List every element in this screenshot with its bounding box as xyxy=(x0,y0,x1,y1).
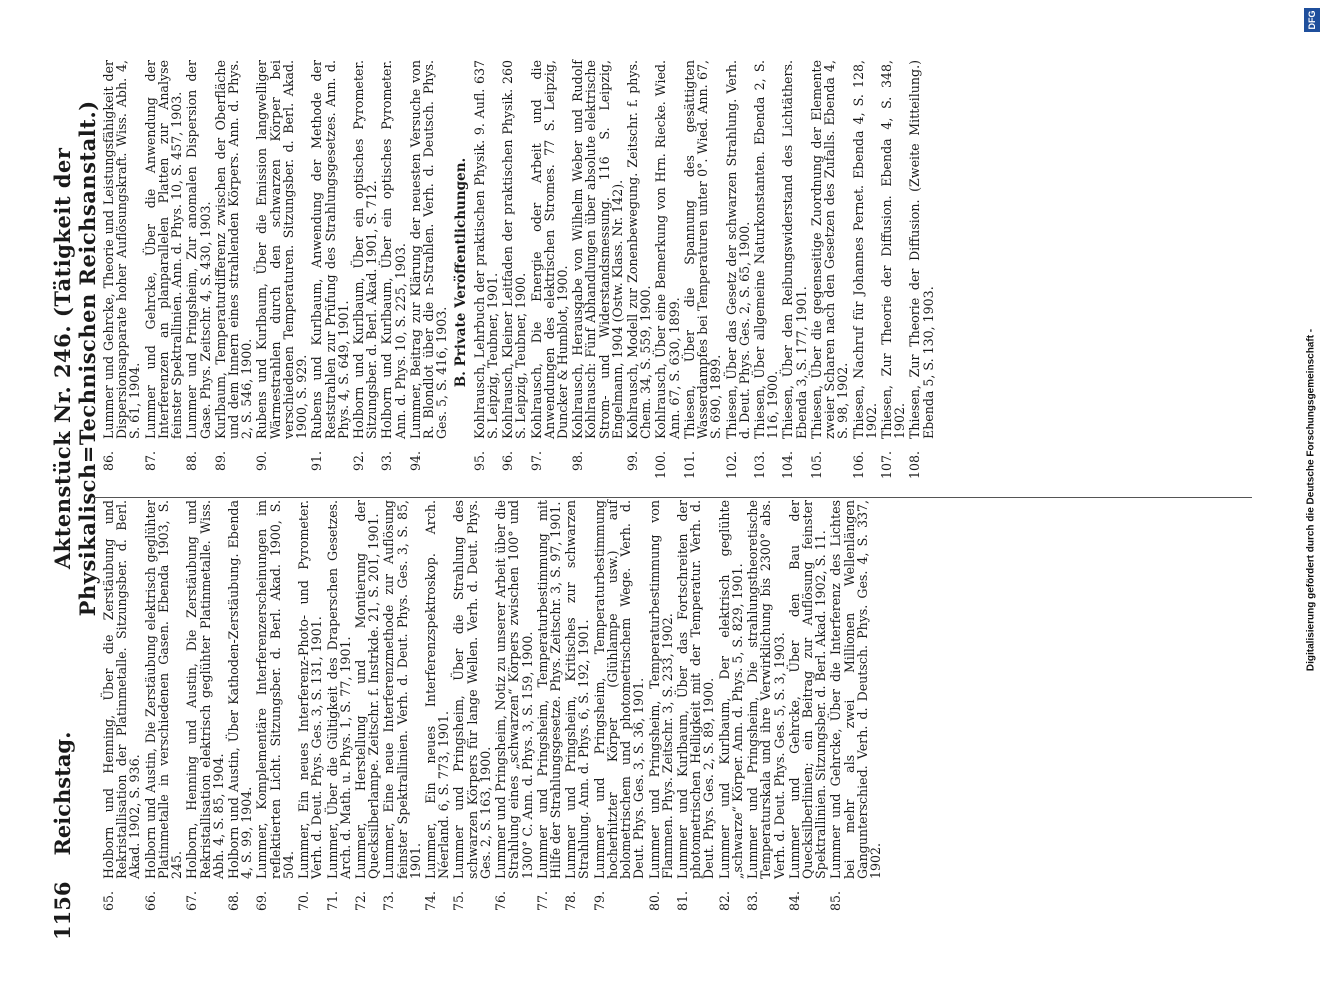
entry-text: Lummer und Gehrcke, Über den Bau der Quecksilberlinien; ein Beitrag zur Auflösung feinster Spektrallinien. Sitzungsber. d. Berl. Akad. 1902, S. 11. xyxy=(786,500,829,879)
entry-number: 72. xyxy=(352,891,368,912)
entry-text: Thiesen, Über die Spannung des gesättigten Wasserdampfes bei Temperaturen unter 0°. Wied. Ann. 67, S. 690, 1899. xyxy=(681,60,724,439)
entry-number: 92. xyxy=(350,451,366,472)
entry-number: 90. xyxy=(254,451,270,472)
entry-text: Lummer und Gehrcke, Theorie und Leistungsfähigkeit der Dispersionsapparate hoher Auflösungskraft. Wiss. Abh. 4, S. 61, 1904. xyxy=(101,60,143,439)
page-number: 1156 xyxy=(50,881,75,940)
page-header xyxy=(50,60,100,940)
entry-text: Lummer und Kurlbaum, Über das Fortschreiten der photometrischen Helligkeit mit der Temperatur. Verh. d. Deut. Phys. Ges. 2, S. 89, 1900. xyxy=(674,500,717,879)
reference-entry xyxy=(536,500,562,925)
reference-entry xyxy=(501,60,527,485)
entry-text: Thiesen, Nachruf für Johannes Pernet. Ebenda 4, S. 128, 1902. xyxy=(850,60,879,439)
entry-text: Lummer und Pringsheim, Temperaturbestimmung hocherhitzter Körper (Glühlampe usw.) auf bolometrischem und photometrischem Wege. Verh. d. Deut. Phys. Ges. 3, S. 36, 1901. xyxy=(591,500,647,879)
left-column xyxy=(102,500,1272,925)
entry-number: 105. xyxy=(808,451,824,480)
reference-entry xyxy=(255,60,308,485)
reference-entry xyxy=(746,500,786,925)
reference-entry xyxy=(380,60,406,485)
entry-text: Rubens und Kurlbaum, Anwendung der Methode der Reststrahlen zur Prüfung des Strahlungsgesetzes. Ann. d. Phys. 4, S. 649, 1901. xyxy=(309,60,351,439)
entry-number: 76. xyxy=(493,891,509,912)
entry-number: 88. xyxy=(184,451,200,472)
reference-entry xyxy=(354,500,380,925)
section-heading: B. Private Veröffentlichungen. xyxy=(453,157,470,388)
entry-number: 104. xyxy=(780,451,796,480)
entry-number: 75. xyxy=(451,891,467,912)
entry-text: Holborn und Austin, Über Kathoden-Zerstäubung. Ebenda 4, S. 99, 1904. xyxy=(225,500,255,879)
entry-text: Holborn und Kurlbaum, Über ein optisches Pyrometer. Ann. d. Phys. 10, S. 225, 1903. xyxy=(379,60,408,439)
entry-number: 94. xyxy=(407,451,423,472)
entry-text: Thiesen, Über den Reibungswiderstand des Lichtäthers. Ebenda 3, S. 177, 1901. xyxy=(780,60,809,439)
reference-entry xyxy=(185,500,225,925)
reference-entry xyxy=(880,60,906,485)
entry-number: 74. xyxy=(423,891,439,912)
entry-text: Thiesen, Über die gegenseitige Zuordnung der Elemente zweier Scharen nach den Gesetzen des Zufalls. Ebenda 4, S. 98, 1902. xyxy=(808,60,851,439)
entry-number: 81. xyxy=(674,891,690,912)
entry-text: Lummer, Über die Gültigkeit des Draperschen Gesetzes. Arch. d. Math. u. Phys. 1, S. 77, 1901. xyxy=(324,500,353,879)
entry-number: 99. xyxy=(625,451,641,472)
entry-number: 80. xyxy=(646,891,662,912)
entry-number: 97. xyxy=(528,451,544,472)
entry-text: Kohlrausch, Über eine Bemerkung von Hrn. Riecke. Wied. Ann. 67, S. 630, 1899. xyxy=(653,60,682,439)
reference-entry xyxy=(452,500,492,925)
entry-number: 101. xyxy=(681,451,697,480)
reference-entry xyxy=(424,500,450,925)
entry-text: Lummer, Komplementäre Interferenzerscheinungen im reflektierten Licht. Sitzungsber. d. Berl. Akad. 1900, S. 504. xyxy=(254,500,296,879)
reference-entry xyxy=(214,60,254,485)
reference-entry xyxy=(255,500,295,925)
entry-text: Holborn und Kurlbaum, Über ein optisches Pyrometer. Sitzungsber. d. Berl. Akad. 1901, S. 712. xyxy=(350,60,380,439)
reference-entry xyxy=(326,500,352,925)
entry-number: 78. xyxy=(563,891,579,912)
reference-entry xyxy=(144,60,184,485)
reference-entry xyxy=(185,60,211,485)
entry-text: Lummer und Pringsheim, Notiz zu unserer Arbeit über die Strahlung eines „schwarzen“ Körpers zwischen 100° und 1300° C. Ann. d. Phys. 3, S. 159, 1900. xyxy=(493,500,535,879)
entry-text: Lummer und Gehrcke, Über die Anwendung der Interferenzen an planparallelen Platten zur Analyse feinster Spektrallinien. Ann. d. Phys. 10, S. 457, 1903. xyxy=(142,60,185,439)
entry-text: Lummer und Pringsheim, Kritisches zur schwarzen Strahlung. Ann. d. Phys. 6, S. 192, 1901. xyxy=(563,500,592,879)
entry-number: 96. xyxy=(500,451,516,472)
reference-entry xyxy=(473,60,499,485)
entry-number: 95. xyxy=(471,451,487,472)
reference-entry xyxy=(810,60,850,485)
entry-text: Kohlrausch, Herausgabe von Wilhelm Weber und Rudolf Kohlrausch: Fünf Abhandlungen über absolute elektrische Strom- und Widerstandsmessung. 116 S. Leipzig, Engelmann, 1904 (Ostw. Klass. Nr. 142). xyxy=(570,60,625,439)
entry-text: Lummer und Gehrcke, Über die Interferenz des Lichtes bei mehr als zwei Millionen Wellenlängen Gangunterschied. Verh. d. Deutsch. Phys. Ges. 4, S. 337, 1902. xyxy=(828,500,884,879)
entry-text: Lummer und Pringsheim, Zur anomalen Dispersion der Gase. Phys. Zeitschr. 4, S. 430, 1903. xyxy=(184,60,213,439)
entry-text: Lummer, Ein neues Interferenz-Photo- und Pyrometer. Verh. d. Deut. Phys. Ges. 3, S. 131, 1901. xyxy=(296,500,325,879)
entry-number: 69. xyxy=(254,891,270,912)
reference-entry xyxy=(227,500,253,925)
logo-text: DFG xyxy=(1307,10,1317,30)
reference-entry xyxy=(102,60,142,485)
entry-number: 91. xyxy=(309,451,325,472)
entry-number: 67. xyxy=(184,891,200,912)
reference-entry xyxy=(753,60,779,485)
reference-entry xyxy=(297,500,323,925)
entry-number: 107. xyxy=(878,451,894,480)
reference-entry xyxy=(564,500,590,925)
entry-text: Holborn und Austin, Die Zerstäubung elektrisch geglühter Platinmetalle in verschiedenen Gasen. Ebenda 1903, S. 245. xyxy=(142,500,185,879)
entry-number: 79. xyxy=(591,891,607,912)
entry-text: Thiesen, Zur Theorie der Diffusion. (Zweite Mitteilung.) Ebenda 5, S. 130, 1903. xyxy=(907,60,936,439)
entry-text: Thiesen, Über allgemeine Naturkonstanten. Ebenda 2, S. 116, 1900. xyxy=(752,60,781,439)
entry-number: 73. xyxy=(381,891,397,912)
entry-number: 103. xyxy=(752,451,768,480)
entry-number: 108. xyxy=(907,451,923,480)
entry-text: Lummer und Pringsheim, Die strahlungstheoretische Temperaturskala und ihre Verwirklichung bis 2300° abs. Verh. d. Deut. Phys. Ges. 5, S. 3, 1903. xyxy=(745,500,787,879)
reference-entry xyxy=(781,60,807,485)
digitization-stamp xyxy=(1300,6,1322,994)
entry-text: Lummer und Pringsheim, Temperaturbestimmung von Flammen. Phys. Zeitschr. 3, S. 233, 1902. xyxy=(646,500,675,879)
entry-number: 87. xyxy=(142,451,158,472)
header-left: Reichstag. xyxy=(50,731,75,856)
entry-number: 70. xyxy=(296,891,312,912)
entry-text: Kohlrausch, Die Energie oder Arbeit und die Anwendungen des elektrischen Stromes. 77 S. Leipzig, Duncker & Humblot, 1900. xyxy=(528,60,570,439)
entry-text: Lummer, Beitrag zur Klärung der neuesten Versuche von R. Blondlot über die n-Strahlen. Verh. d. Deutsch. Phys. Ges. 5, S. 416, 1903. xyxy=(407,60,450,439)
entry-number: 77. xyxy=(534,891,550,912)
reference-entry xyxy=(852,60,878,485)
entry-number: 71. xyxy=(324,891,340,912)
entry-text: Lummer und Pringsheim, Über die Strahlung des schwarzen Körpers für lange Wellen. Verh. d. Deut. Phys. Ges. 2, S. 163, 1900. xyxy=(451,500,493,879)
reference-entry xyxy=(571,60,624,485)
reference-entry xyxy=(382,500,422,925)
reference-entry xyxy=(908,60,934,485)
right-column xyxy=(102,60,1272,485)
entry-number: 98. xyxy=(570,451,586,472)
entry-text: Thiesen, Zur Theorie der Diffusion. Ebenda 4, S. 348, 1902. xyxy=(878,60,908,439)
reference-entry xyxy=(409,60,449,485)
reference-entry xyxy=(626,60,652,485)
reference-entry xyxy=(494,500,534,925)
entry-text: Rubens und Kurlbaum, Über die Emission langwelliger Wärmestrahlen durch den schwarzen Körper bei verschiedenen Temperaturen. Sitzungsber. d. Berl. Akad. 1900, S. 929. xyxy=(254,60,310,439)
entry-number: 85. xyxy=(828,891,844,912)
entry-text: Kohlrausch, Kleiner Leitfaden der praktischen Physik. 260 S. Leipzig, Teubner, 1900. xyxy=(500,60,529,439)
column-divider xyxy=(94,497,1252,498)
entry-text: Lummer und Pringsheim, Temperaturbestimmung mit Hilfe der Strahlungsgesetze. Phys. Zeitschr. 3, S. 97, 1901. xyxy=(534,500,563,879)
entry-number: 100. xyxy=(653,451,669,480)
entry-text: Lummer, Ein neues Interferenzspektroskop. Arch. Néerland. 6, S. 773, 1901. xyxy=(423,500,452,879)
entry-number: 65. xyxy=(101,891,116,912)
entry-number: 84. xyxy=(786,891,802,912)
reference-entry xyxy=(144,500,184,925)
entry-number: 68. xyxy=(225,891,241,912)
entry-number: 66. xyxy=(142,891,158,912)
entry-text: Kurlbaum, Temperaturdifferenz zwischen der Oberfläche und dem Innern eines strahlenden Körpers. Ann. d. Phys. 2, S. 546, 1900. xyxy=(212,60,255,439)
entry-number: 102. xyxy=(723,451,739,480)
reference-entry xyxy=(648,500,674,925)
entry-text: Lummer, Eine neue Interferenzmethode zur Auflösung feinster Spektrallinien. Verh. d. Deut. Phys. Ges. 3, S. 85, 1901. xyxy=(381,500,423,879)
entry-number: 86. xyxy=(101,451,116,472)
reference-entry xyxy=(788,500,828,925)
rotated-page xyxy=(42,30,1282,970)
entry-text: Lummer und Kurlbaum, Der elektrisch geglühte „schwarze“ Körper. Ann. d. Phys. 5, S. 829, 1901. xyxy=(716,500,745,879)
reference-entry xyxy=(683,60,723,485)
entry-number: 89. xyxy=(212,451,228,472)
entry-text: Lummer, Herstellung und Montierung der Quecksilberlampe. Zeitschr. f. Instrkde. 21, S. 201, 1901. xyxy=(352,500,382,879)
reference-entry xyxy=(352,60,378,485)
entry-text: Kohlrausch, Lehrbuch der praktischen Physik. 9. Aufl. 637 S. Leipzig, Teubner, 1901. xyxy=(471,60,500,439)
reference-entry xyxy=(725,60,751,485)
stamp-text: Digitalisierung gefördert durch die Deutsche Forschungsgemeinschaft - xyxy=(1305,328,1317,672)
reference-entry xyxy=(654,60,680,485)
header-title: Aktenstück Nr. 246. (Tätigkeit der Physikalisch=Technischen Reichsanstalt.) xyxy=(50,100,100,617)
reference-entry xyxy=(530,60,570,485)
reference-entry xyxy=(310,60,350,485)
entry-text: Holborn und Henning, Über die Zerstäubung und Rekristallisation der Platinmetalle. Sitzungsber. d. Berl. Akad. 1902, S. 936. xyxy=(101,500,143,879)
entry-text: Holborn, Henning und Austin, Die Zerstäubung und Rekristallisation elektrisch geglühter Platinmetalle. Wiss. Abh. 4, S. 85, 1904. xyxy=(184,500,226,879)
entry-number: 82. xyxy=(716,891,732,912)
dfg-logo xyxy=(1304,8,1320,32)
reference-entry xyxy=(829,500,882,925)
entry-text: Kohlrausch, Modell zur Zonenbewegung. Zeitschr. f. phys. Chem. 34, S. 559, 1900. xyxy=(625,60,654,439)
entry-text: Thiesen, Über das Gesetz der schwarzen Strahlung. Verh. d. Deut. Phys. Ges. 2, S. 65, 1900. xyxy=(723,60,752,439)
reference-entry xyxy=(676,500,716,925)
entry-number: 83. xyxy=(745,891,761,912)
reference-entry xyxy=(593,500,646,925)
reference-entry xyxy=(718,500,744,925)
reference-entry xyxy=(102,500,142,925)
entry-number: 106. xyxy=(850,451,866,480)
entry-number: 93. xyxy=(379,451,395,472)
